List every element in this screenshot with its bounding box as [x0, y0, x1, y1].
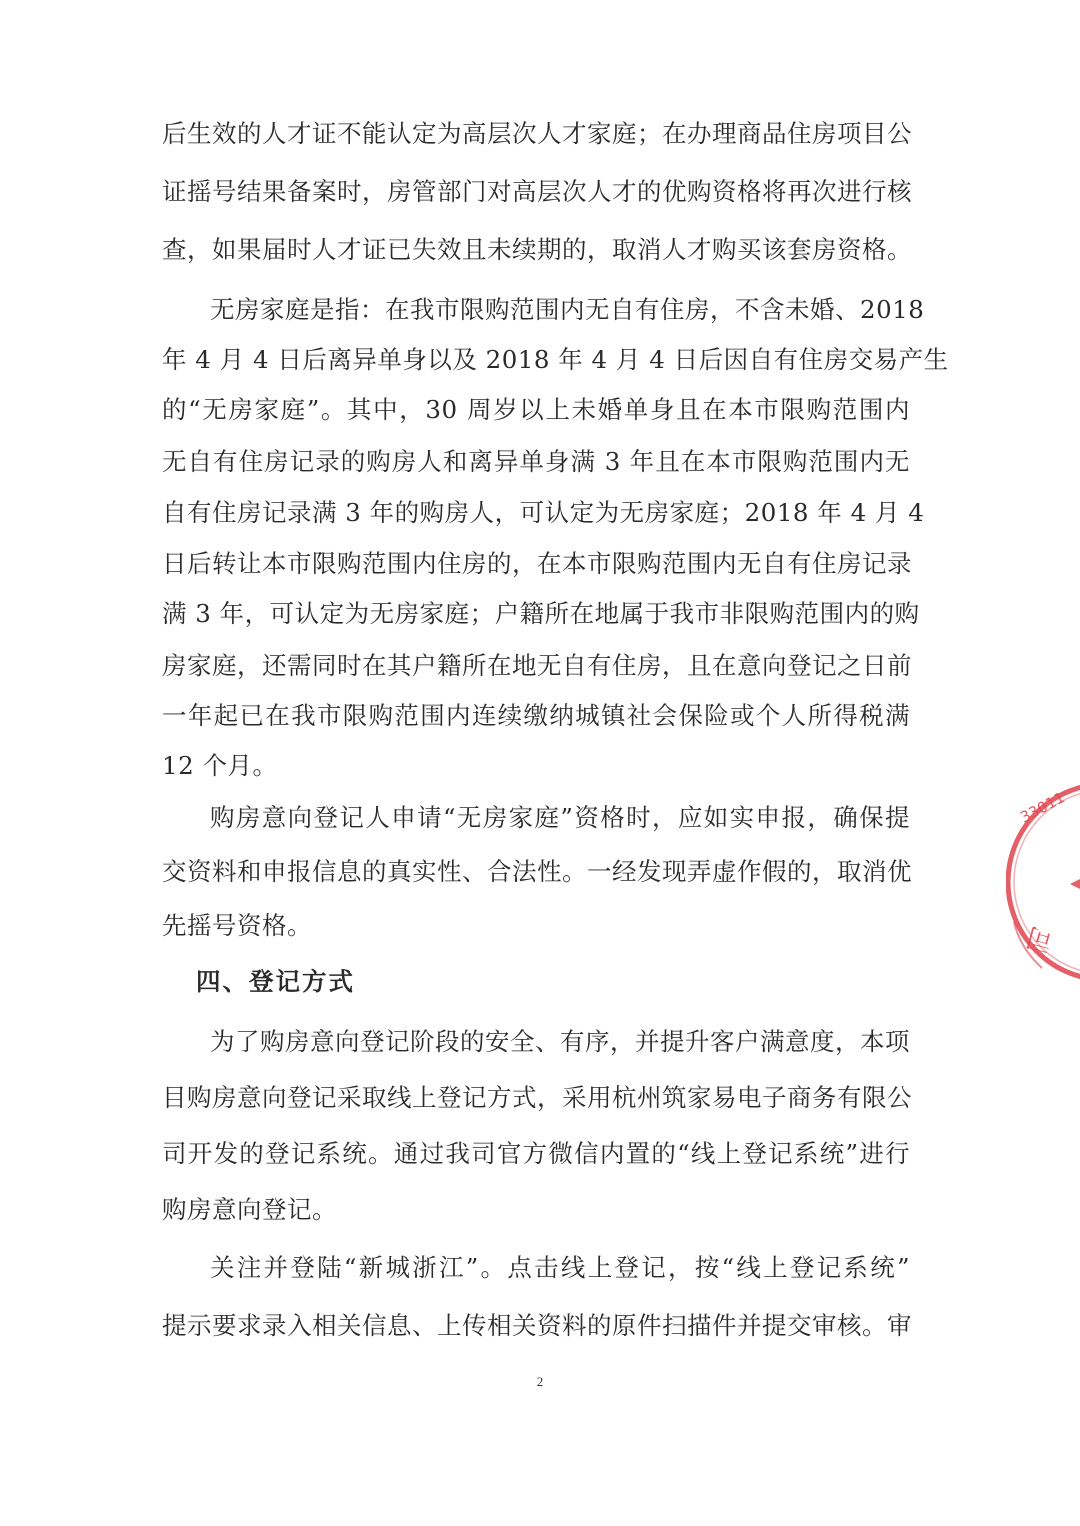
- paragraph-line: 关注并登陆“新城浙江”。点击线上登记，按“线上登记系统”: [210, 1253, 910, 1282]
- paragraph-line: 日后转让本市限购范围内住房的，在本市限购范围内无自有住房记录: [162, 549, 912, 578]
- company-seal-icon: [1006, 772, 1080, 992]
- paragraph-line: 为了购房意向登记阶段的安全、有序，并提升客户满意度，本项: [210, 1027, 910, 1056]
- paragraph-line: 先摇号资格。: [162, 911, 312, 940]
- paragraph-line: 查，如果届时人才证已失效且未续期的，取消人才购买该套房资格。: [162, 235, 912, 264]
- paragraph-line: 无房家庭是指：在我市限购范围内无自有住房，不含未婚、2018: [210, 295, 925, 324]
- paragraph-line: 自有住房记录满 3 年的购房人，可认定为无房家庭；2018 年 4 月 4: [162, 498, 925, 527]
- paragraph-line: 后生效的人才证不能认定为高层次人才家庭；在办理商品住房项目公: [162, 119, 912, 148]
- paragraph-line: 交资料和申报信息的真实性、合法性。一经发现弄虚作假的，取消优: [162, 857, 912, 886]
- paragraph-line: 证摇号结果备案时，房管部门对高层次人才的优购资格将再次进行核: [162, 177, 912, 206]
- svg-text:33011: 33011: [1017, 788, 1068, 827]
- paragraph-line: 无自有住房记录的购房人和离异单身满 3 年且在本市限购范围内无: [162, 447, 910, 476]
- paragraph-line: 购房意向登记人申请“无房家庭”资格时，应如实申报，确保提: [210, 803, 910, 832]
- section-heading: 四、登记方式: [196, 967, 355, 996]
- paragraph-line: 提示要求录入相关信息、上传相关资料的原件扫描件并提交审核。审: [162, 1311, 912, 1340]
- paragraph-line: 购房意向登记。: [162, 1195, 337, 1224]
- paragraph-line: 司开发的登记系统。通过我司官方微信内置的“线上登记系统”进行: [162, 1139, 910, 1168]
- paragraph-line: 房家庭，还需同时在其户籍所在地无自有住房，且在意向登记之日前: [162, 651, 912, 680]
- paragraph-line: 目购房意向登记采取线上登记方式，采用杭州筑家易电子商务有限公: [162, 1083, 912, 1112]
- paragraph-line: 年 4 月 4 日后离异单身以及 2018 年 4 月 4 日后因自有住房交易产生: [162, 345, 949, 374]
- paragraph-line: 一年起已在我市限购范围内连续缴纳城镇社会保险或个人所得税满: [162, 701, 910, 730]
- svg-text:司: 司: [1023, 920, 1056, 957]
- paragraph-line: 12 个月。: [162, 751, 278, 780]
- page-number: 2: [536, 1374, 544, 1389]
- paragraph-line: 满 3 年，可认定为无房家庭；户籍所在地属于我市非限购范围内的购: [162, 599, 920, 628]
- paragraph-line: 的“无房家庭”。其中，30 周岁以上未婚单身且在本市限购范围内: [162, 395, 910, 424]
